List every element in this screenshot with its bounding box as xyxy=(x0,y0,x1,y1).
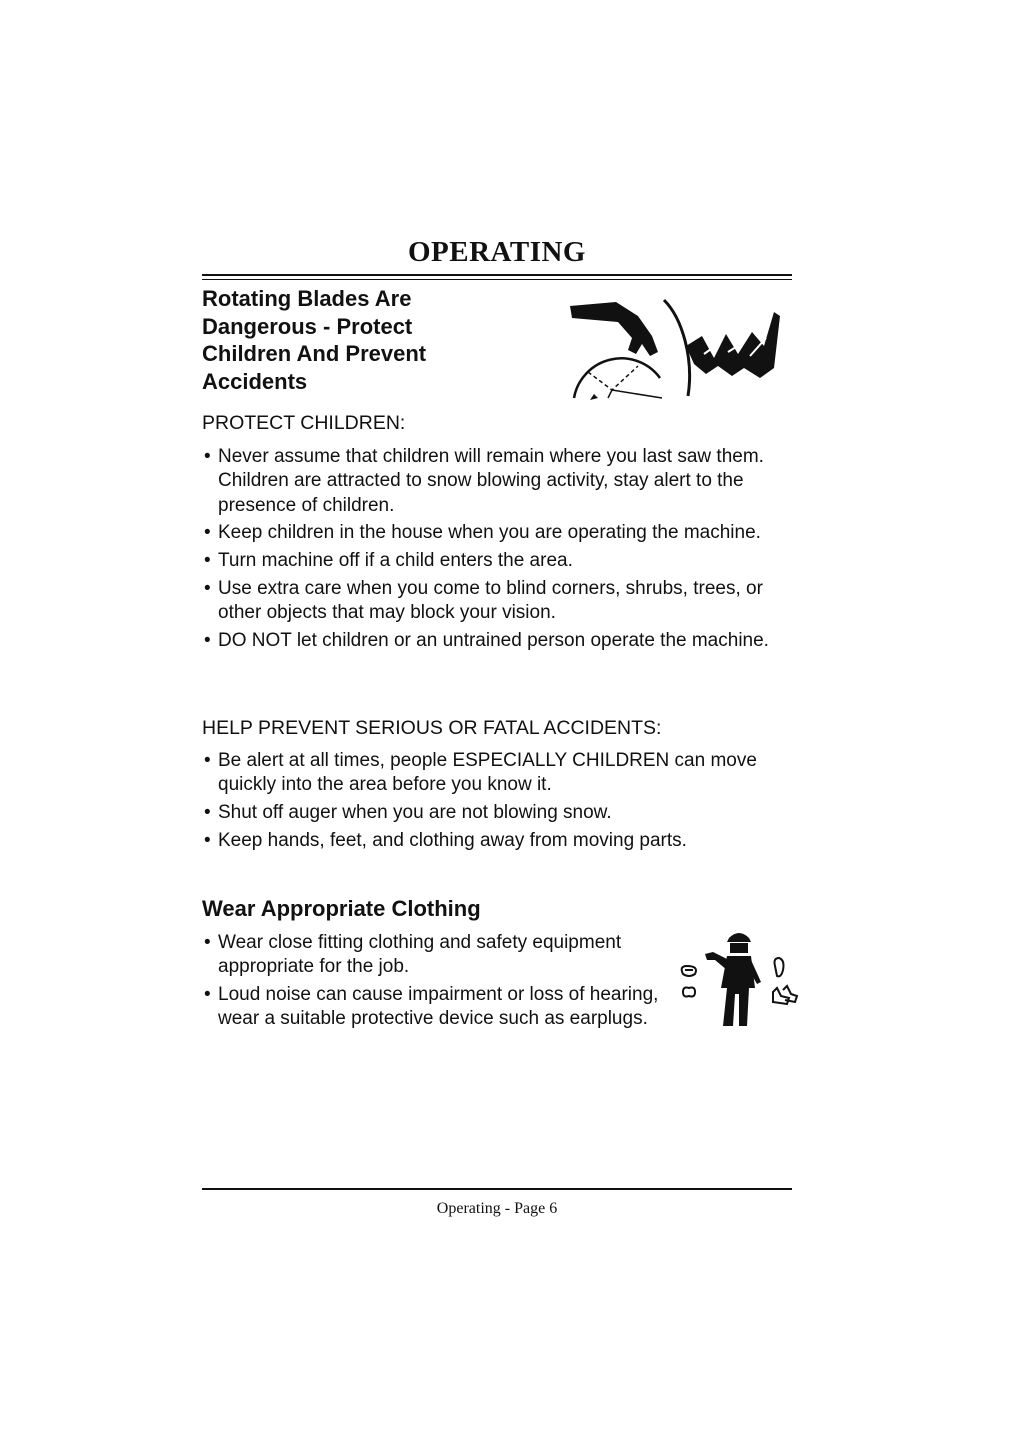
list-item: • Be alert at all times, people ESPECIALLY CHILDREN can move quickly into the area before you know it. xyxy=(204,750,757,796)
list-item: • Keep hands, feet, and clothing away from moving parts. xyxy=(204,829,687,851)
list-item: • Loud noise can cause impairment or loss of hearing, wear a suitable protective device such as earplugs. xyxy=(204,984,659,1030)
protect-children-label: PROTECT CHILDREN: xyxy=(202,412,406,434)
heading-line: Children And Prevent xyxy=(202,341,427,366)
protect-children-list xyxy=(202,445,792,657)
clothing-list xyxy=(202,931,662,1035)
title-rule-bottom xyxy=(202,279,792,280)
prevent-accidents-label: HELP PREVENT SERIOUS OR FATAL ACCIDENTS: xyxy=(202,717,662,739)
prevent-accidents-list xyxy=(202,749,792,857)
page-footer: Operating - Page 6 xyxy=(436,1200,558,1217)
hand-near-rotating-blades-icon xyxy=(568,298,782,402)
heading-line: Rotating Blades Are xyxy=(202,286,412,311)
manual-page xyxy=(202,0,792,1449)
list-item: • Use extra care when you come to blind corners, shrubs, trees, or other objects that may block your vision. xyxy=(204,577,763,624)
list-item: • Never assume that children will remain where you last saw them. Children are attracted to snow blowing activity, stay alert to the presence of children. xyxy=(204,446,764,516)
title-rule-top xyxy=(202,274,792,276)
list-item: • DO NOT let children or an untrained person operate the machine. xyxy=(204,630,769,652)
heading-line: Accidents xyxy=(202,368,308,394)
list-item: • Turn machine off if a child enters the area. xyxy=(204,550,573,572)
footer-rule xyxy=(202,1188,792,1190)
heading-line: Dangerous - Protect xyxy=(202,313,413,339)
list-item: • Shut off auger when you are not blowing snow. xyxy=(204,802,612,824)
list-item: • Keep children in the house when you are operating the machine. xyxy=(204,522,761,544)
section-heading-clothing: Wear Appropriate Clothing xyxy=(202,896,481,921)
list-item: • Wear close fitting clothing and safety equipment appropriate for the job. xyxy=(204,932,622,978)
section-heading-rotating-blades xyxy=(202,285,492,395)
person-with-safety-equipment-icon xyxy=(677,930,799,1030)
page-title: OPERATING xyxy=(408,236,586,268)
